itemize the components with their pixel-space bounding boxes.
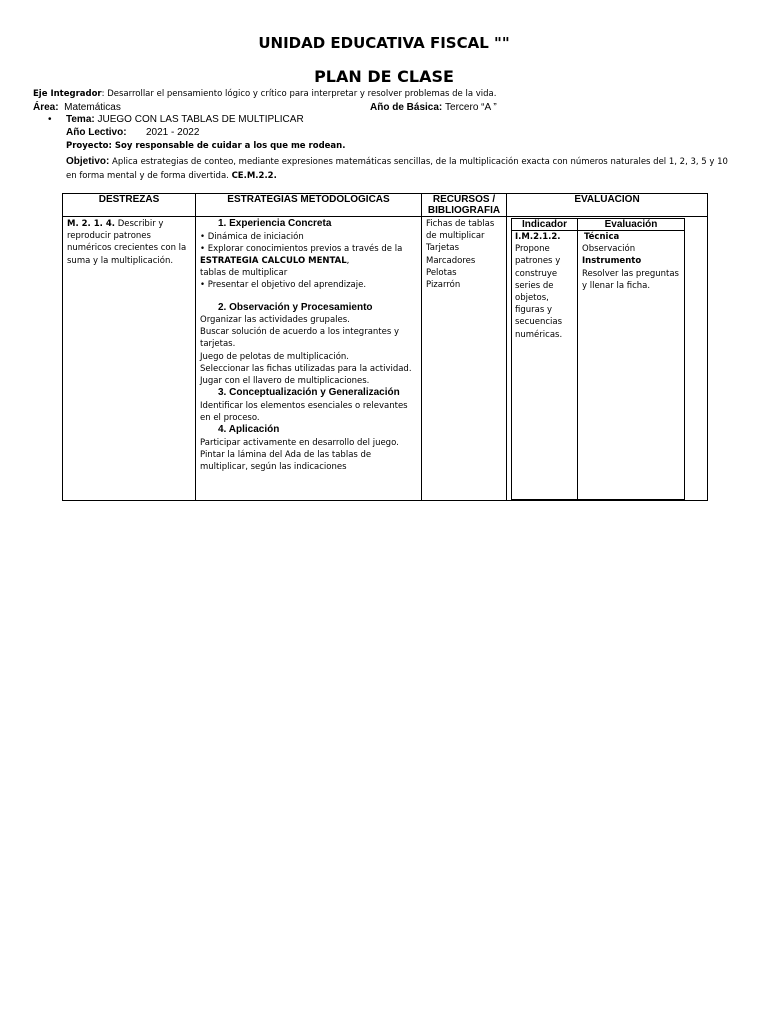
- destrezas-cell: [63, 217, 196, 501]
- tecnica-label: Técnica: [584, 232, 620, 242]
- tecnica-value: Observación: [582, 244, 636, 255]
- tema-row: [66, 114, 304, 125]
- estrategia-1-item-4: • Presentar el objetivo del aprendizaje.: [200, 280, 367, 291]
- estrategia-4-item-1: Participar activamente en desarrollo del juego.: [200, 437, 399, 448]
- area-label: Área:: [33, 102, 59, 113]
- recurso-item: Pizarrón: [426, 280, 461, 291]
- estrategia-heading-3: 3. Conceptualización y Generalización: [218, 387, 400, 399]
- estrategia-heading-4: 4. Aplicación: [218, 424, 280, 436]
- tema-value: JUEGO CON LAS TABLAS DE MULTIPLICAR: [97, 114, 304, 125]
- school-name: UNIDAD EDUCATIVA FISCAL "": [258, 34, 510, 52]
- estrategia-2-item-1: Organizar las actividades grupales.: [200, 315, 350, 326]
- estrategia-1-strong: [200, 255, 418, 267]
- plan-table: [62, 193, 708, 501]
- recurso-item: Tarjetas: [426, 243, 460, 254]
- estrategia-calculo-mental-tail: ,: [346, 255, 350, 266]
- objetivo-row: [66, 155, 738, 183]
- destreza-text: [63, 217, 195, 267]
- anio-basica-row: [370, 102, 497, 113]
- estrategia-heading-1: 1. Experiencia Concreta: [218, 218, 332, 229]
- indicador-cell: [512, 231, 578, 500]
- area-row: [33, 102, 121, 113]
- recursos-cell: [422, 217, 507, 501]
- indicador-code: I.M.2.1.2.: [515, 232, 561, 242]
- header-recursos-line1: RECURSOS /: [432, 194, 496, 205]
- destreza-description: Describir y reproducir patrones numéricos crecientes con la suma y la multiplicación.: [67, 219, 187, 266]
- header-estrategias: ESTRATEGIAS METODOLOGICAS: [196, 194, 422, 217]
- evaluacion-cell: [507, 217, 708, 501]
- anio-basica-value: Tercero “A ”: [445, 102, 497, 113]
- evaluacion-table: [511, 218, 685, 500]
- estrategia-2-item-3: Juego de pelotas de multiplicación.: [200, 351, 349, 362]
- estrategia-2-item-4: Seleccionar las fichas utilizadas para la actividad.: [200, 363, 412, 374]
- objetivo-code: CE.M.2.2.: [231, 171, 277, 181]
- anio-basica-label: Año de Básica:: [370, 102, 443, 113]
- proyecto-value: : Soy responsable de cuidar a los que me rodean.: [108, 141, 346, 151]
- instrumento-label: Instrumento: [582, 256, 642, 267]
- estrategia-1-item-1: • Dinámica de iniciación: [200, 231, 304, 242]
- estrategia-2-item-2: Buscar solución de acuerdo a los integrantes y tarjetas.: [200, 327, 400, 350]
- header-recursos-line2: BIBLIOGRAFIA: [427, 205, 501, 216]
- anio-lectivo-value: 2021 - 2022: [146, 127, 200, 138]
- indicador-text: Propone patrones y construye series de objetos, figuras y secuencias numéricas.: [515, 244, 563, 340]
- instrumento-value: Resolver las preguntas y llenar la ficha.: [582, 268, 679, 291]
- area-value: Matemáticas: [64, 102, 121, 113]
- estrategia-2-item-5: Jugar con el llavero de multiplicaciones.: [200, 376, 370, 387]
- anio-lectivo-label: Año Lectivo:: [66, 127, 127, 138]
- tema-label: Tema:: [66, 114, 95, 125]
- evaluacion-detail-cell: [578, 231, 685, 500]
- header-destrezas: DESTREZAS: [63, 194, 196, 217]
- proyecto-label: Proyecto: [66, 141, 109, 151]
- proyecto-row: [66, 141, 345, 151]
- estrategia-heading-2: 2. Observación y Procesamiento: [218, 301, 373, 313]
- estrategia-calculo-mental: ESTRATEGIA CALCULO MENTAL: [200, 255, 347, 266]
- estrategia-1-item-2: • Explorar conocimientos previos a través de la: [200, 243, 403, 254]
- anio-lectivo-row: [66, 127, 127, 138]
- header-recursos: [422, 194, 507, 217]
- header-evaluacion: EVALUACION: [507, 194, 708, 217]
- page-title: PLAN DE CLASE: [314, 67, 454, 86]
- objetivo-label: Objetivo:: [66, 156, 110, 167]
- eje-label: Eje Integrador: [33, 89, 102, 99]
- recurso-item: Marcadores: [426, 255, 476, 266]
- recurso-item: Pelotas: [426, 267, 457, 278]
- objetivo-value: Aplica estrategias de conteo, mediante expresiones matemáticas sencillas, de la multiplicación exacta con números naturales del 1, 2, 3, 5 y 10 en forma mental y de forma divertida.: [66, 157, 728, 181]
- estrategia-4-item-2: Pintar la lámina del Ada de las tablas de multiplicar, según las indicaciones: [200, 449, 372, 473]
- estrategias-cell: [196, 217, 422, 501]
- destreza-code: M. 2. 1. 4.: [67, 219, 115, 229]
- recurso-item: Fichas de tablas de multiplicar: [426, 219, 495, 242]
- evaluacion-header: Evaluación: [578, 219, 685, 231]
- estrategia-3-item-1: Identificar los elementos esenciales o relevantes en el proceso.: [200, 400, 408, 423]
- eje-value: : Desarrollar el pensamiento lógico y crítico para interpretar y resolver problemas de la vida.: [101, 89, 497, 99]
- bullet-icon: •: [48, 114, 52, 125]
- estrategia-1-item-3: tablas de multiplicar: [200, 268, 288, 279]
- indicador-header: Indicador: [512, 219, 578, 231]
- eje-integrador: [33, 89, 496, 99]
